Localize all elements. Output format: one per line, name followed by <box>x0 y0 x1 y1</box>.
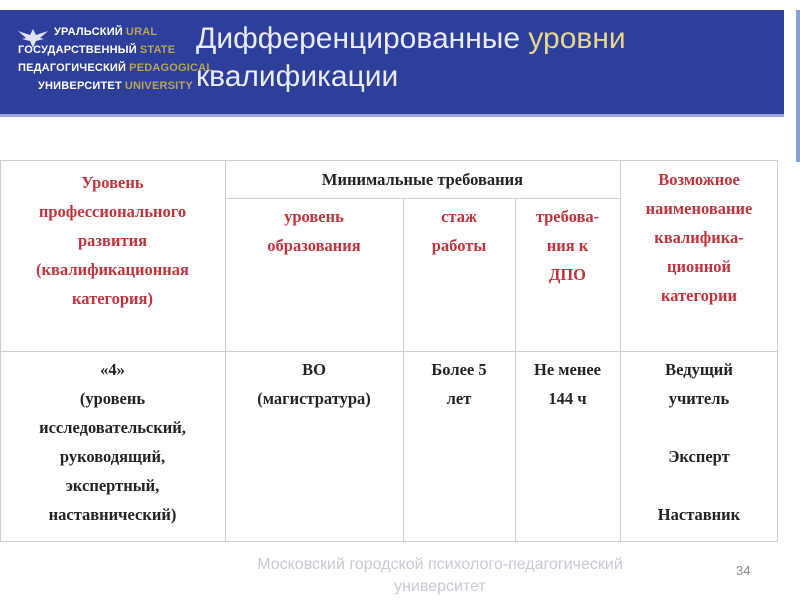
footer-text: университет <box>394 578 486 595</box>
header-text: категории <box>660 286 738 305</box>
header-text: наименование <box>645 199 753 218</box>
logo-line-4 <box>38 78 193 94</box>
logo-line-3 <box>18 60 213 76</box>
footer-university <box>200 554 680 598</box>
header-text: категория) <box>72 289 153 308</box>
cell-level <box>0 355 225 529</box>
header-text: Уровень <box>81 173 144 192</box>
cell-text: Не менее <box>534 360 601 379</box>
header-text: квалифика- <box>654 228 744 247</box>
header-text: стаж <box>441 207 477 226</box>
header-text: образования <box>267 236 361 255</box>
header-text: ционной <box>666 257 732 276</box>
header-experience <box>403 202 515 260</box>
cell-text: лет <box>446 389 472 408</box>
logo-text-ru: ПЕДАГОГИЧЕСКИЙ <box>18 62 127 74</box>
cell-text: Эксперт <box>668 447 730 466</box>
header-text: ДПО <box>548 265 587 284</box>
cell-dpo <box>515 355 620 413</box>
header-education <box>225 202 403 260</box>
header-min-requirements <box>225 165 620 194</box>
qualification-table <box>0 160 778 542</box>
header-possible-name <box>620 165 778 310</box>
header-text: требова- <box>535 207 600 226</box>
header-text: профессионального <box>38 202 187 221</box>
cell-text: экспертный, <box>65 476 160 495</box>
cell-text: ВО <box>302 360 326 379</box>
cell-text: 144 ч <box>548 389 587 408</box>
header-text: развития <box>77 231 147 250</box>
logo-text-ru: ГОСУДАРСТВЕННЫЙ <box>18 44 137 56</box>
title-accent-text: уровни <box>528 22 626 55</box>
title-text: квалификации <box>196 60 399 93</box>
cell-text: исследовательский, <box>39 418 186 437</box>
header-text: ния к <box>546 236 589 255</box>
cell-text: (уровень <box>79 389 146 408</box>
logo-text-en: PEDAGOGICAL <box>129 62 214 74</box>
header-text: Минимальные требования <box>321 170 524 189</box>
title-text: Дифференцированные <box>196 22 529 55</box>
cell-text: наставнический) <box>48 505 177 524</box>
header-dpo <box>515 202 620 289</box>
logo-text-en: UNIVERSITY <box>124 80 193 92</box>
cell-education <box>225 355 403 413</box>
header-text: (квалификационная <box>36 260 189 279</box>
cell-text: (магистратура) <box>257 389 371 408</box>
cell-text: «4» <box>100 360 125 379</box>
cell-text: руководящий, <box>59 447 166 466</box>
logo-line-1 <box>54 24 157 40</box>
header-text: Возможное <box>658 170 740 189</box>
header-level <box>0 168 225 313</box>
cell-text: Наставник <box>657 505 741 524</box>
logo-text-ru: УРАЛЬСКИЙ <box>54 26 123 38</box>
logo-text-en: URAL <box>125 26 158 38</box>
cell-experience <box>403 355 515 413</box>
header-text: уровень <box>284 207 344 226</box>
logo-text-en: STATE <box>139 44 176 56</box>
cell-text: учитель <box>668 389 730 408</box>
page-number: 34 <box>736 563 751 578</box>
header-text: работы <box>431 236 487 255</box>
cell-qualification-names <box>620 355 778 529</box>
university-logo <box>12 22 214 106</box>
footer-text: Московский городской психолого-педагогический <box>257 556 623 573</box>
cell-text: Более 5 <box>431 360 487 379</box>
decorative-rule <box>796 10 800 162</box>
logo-line-2 <box>18 42 175 58</box>
header-underline <box>0 114 784 117</box>
slide-title <box>196 20 776 96</box>
logo-text-ru: УНИВЕРСИТЕТ <box>38 80 122 92</box>
cell-text: Ведущий <box>665 360 733 379</box>
